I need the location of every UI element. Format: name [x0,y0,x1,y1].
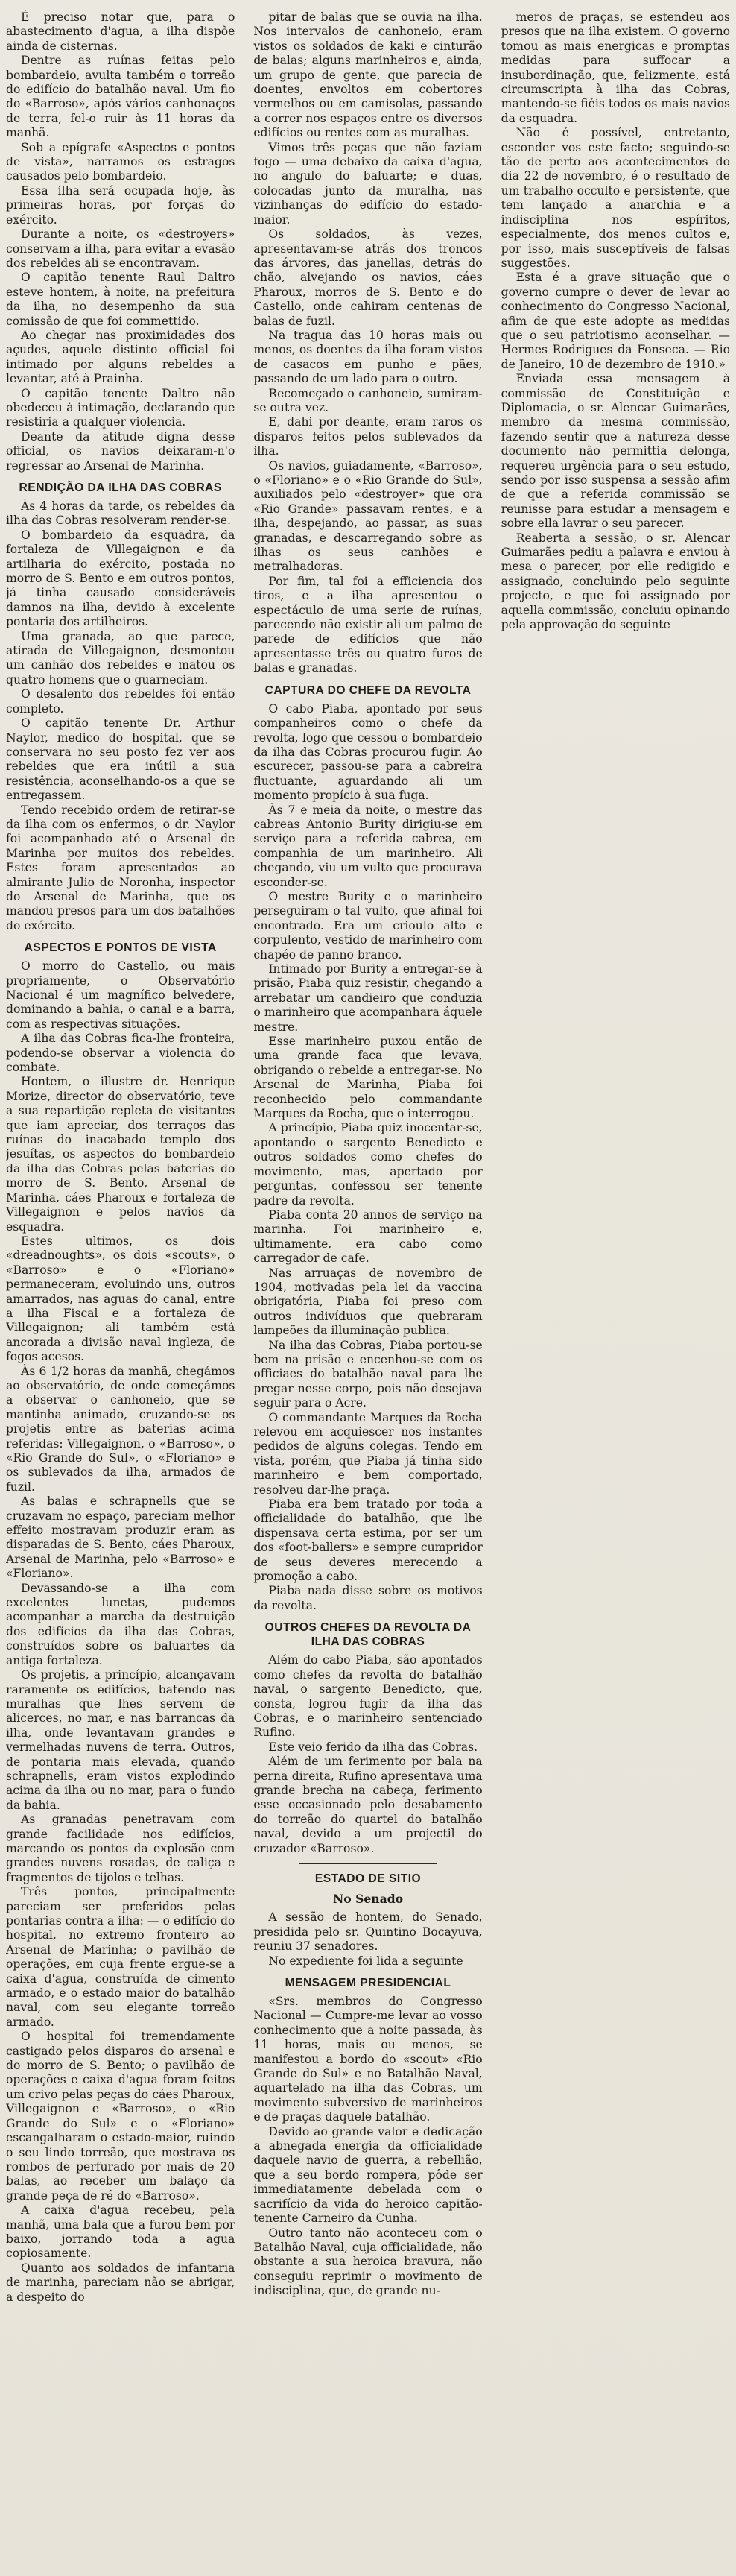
paragraph: Nas arruaças de novembro de 1904, motivadas pela lei da vaccina obrigatória, Piaba foi preso com outros indivíduos que quebraram lampeões da illuminação publica. [253,1266,483,1338]
paragraph: Dentre as ruínas feitas pelo bombardeio, avulta também o torreão do edifício do batalhão naval. Um fio do «Barroso», após vários canhonaços de terra, fel-o ruir às 11 horas da manhã. [6,54,235,140]
paragraph: E, dahi por deante, eram raros os disparos feitos pelos sublevados da ilha. [253,415,483,458]
paragraph: Estes ultimos, os dois «dreadnoughts», os dois «scouts», o «Barroso» e o «Floriano» permaneceram, evoluindo uns, outros amarrados, nas aguas do canal, entre a ilha Fiscal e a fortaleza de Villegaignon; ali também está ancorada a divisão naval ingleza, de fogos acesos. [6,1234,235,1364]
paragraph: Esse marinheiro puxou então de uma grande faca que levava, obrigando o rebelde a entregar-se. No Arsenal de Marinha, Piaba foi reconhecido pelo commandante Marques da Rocha, que o interrogou. [253,1035,483,1121]
paragraph: As granadas penetravam com grande facilidade nos edifícios, marcando os pontos da explosão com grandes nuvens rosadas, de caliça e fragmentos de tijolos e telhas. [6,1813,235,1884]
paragraph: A ilha das Cobras fica-lhe fronteira, podendo-se observar a violencia do combate. [6,1032,235,1075]
paragraph: Na tragua das 10 horas mais ou menos, os doentes da ilha foram vistos de casacos em punho e pães, passando de um lado para o outro. [253,328,483,386]
section-heading: OUTROS CHEFES DA REVOLTA DA ILHA DAS COBRAS [264,1621,472,1649]
paragraph: Hontem, o illustre dr. Henrique Morize, director do observatório, teve a sua repartição repleta de visitantes que iam apreciar, dos terraços das ruínas do inacabado templo dos jesuítas, os aspectos do bombardeio da ilha das Cobras pelas baterias do morro de S. Bento, Arsenal de Marinha, cáes Pharoux e fortaleza de Villegaignon e pelos navios da esquadra. [6,1075,235,1234]
paragraph: Durante a noite, os «destroyers» conservam a ilha, para evitar a evasão dos rebeldes ali se encontravam. [6,227,235,270]
paragraph: Às 7 e meia da noite, o mestre das cabreas Antonio Burity dirigiu-se em serviço para a referida cabrea, em companhia de um marinheiro. Ali chegando, viu um vulto que procurava esconder-se. [253,803,483,889]
paragraph: Reaberta a sessão, o sr. Alencar Guimarães pediu a palavra e enviou à mesa o parecer, por elle redigido e assignado, concluindo pelo seguinte projecto, e que foi assignado por aquella commissão, concluiu opinando pela approvação do seguinte [501,531,731,632]
paragraph: No expediente foi lida a seguinte [268,1954,463,1968]
paragraph: O morro do Castello, ou mais propriamente, o Observatório Nacional é um magnífico belvedere, dominando a bahia, o canal e a barra, com as respectivas situações. [6,959,235,1031]
paragraph: Quanto aos soldados de infantaria de marinha, pareciam não se abrigar, a despeito do [6,2261,235,2304]
paragraph: «Srs. membros do Congresso Nacional — Cumpre-me levar ao vosso conhecimento que a noite passada, às 11 horas, mais ou menos, se manifestou a bordo do «scout» «Rio Grande do Sul» e no Batalhão Naval, aquartelado na ilha das Cobras, um movimento subversivo de marinheiros e de praças daquele batalhão. [253,1995,483,2124]
section-heading: ESTADO DE SITIO [314,1872,422,1885]
column-1 [6,10,235,2576]
paragraph: Piaba conta 20 annos de serviço na marinha. Foi marinheiro e, ultimamente, era cabo como carregador de cafe. [253,1208,483,1266]
paragraph: meros de praças, se estendeu aos presos que na ilha existem. O governo tomou as mais energicas e promptas medidas para suffocar a insubordinação, que, felizmente, está circumscripta à ilha das Cobras, mantendo-se fiéis todos os mais navios da esquadra. [501,10,731,125]
paragraph: Na ilha das Cobras, Piaba portou-se bem na prisão e encenhou-se com os officiaes do batalhão naval para lhe pregar nesse corpo, pois não desejava seguir para o Acre. [253,1338,483,1410]
paragraph: O hospital foi tremendamente castigado pelos disparos do arsenal e do morro de S. Bento; o pavilhão de operações e caixa d'agua foram feitos um crivo pelas peças do cáes Pharoux, Villegaignon e «Barroso», o «Rio Grande do Sul» e o «Floriano» escangalharam o estado-maior, ruindo o seu lindo torreão, que mostrava os rombos de perfurado por mais de 20 balas, ao receber um balaço da grande peça de ré do «Barroso». [6,2030,235,2203]
column-2 [253,10,482,2576]
paragraph: Recomeçado o canhoneio, sumiram-se outra vez. [253,386,483,414]
paragraph: Os soldados, às vezes, apresentavam-se atrás dos troncos das árvores, das janellas, detrás do chão, alvejando os navios, cáes Pharoux, morros de S. Bento e do Castello, onde cahiram centenas de balas de fuzil. [253,227,483,328]
section-heading: RENDIÇÃO DA ILHA DAS COBRAS [19,482,222,494]
paragraph: O mestre Burity e o marinheiro perseguiram o tal vulto, que afinal foi encontrado. Era um crioulo alto e corpulento, vestido de marinheiro com chapéo de panno branco. [253,889,483,962]
paragraph: Esta é a grave situação que o governo cumpre o dever de levar ao conhecimento do Congresso Nacional, afim de que este adopte as medidas que o seu patriotismo aconselhar. — Hermes Rodrigues da Fonseca. — Rio de Janeiro, 10 de dezembro de 1910.» [501,271,731,371]
paragraph: Devido ao grande valor e dedicação a abnegada energia da officialidade daquele navio de guerra, a rebellião, que a seu bordo rompera, pôde ser immediatamente debelada com o sacrifício da vida do heroico capitão-tenente Carneiro da Cunha. [253,2124,483,2226]
paragraph: Por fim, tal foi a efficiencia dos tiros, e a ilha apresentou o espectáculo de uma serie de ruínas, parecendo não existir ali um palmo de parede de edifícios que não apresentasse três ou quatro furos de balas e granadas. [253,574,483,675]
paragraph: Além do cabo Piaba, são apontados como chefes da revolta do batalhão naval, o sargento Benedicto, que, consta, logrou fugir da ilha das Cobras, e o marinheiro sentenciado Rufino. [253,1653,483,1740]
paragraph: O commandante Marques da Rocha relevou em acquiescer nos instantes pedidos de alguns colegas. Tendo em vista, porém, que Piaba já tinha sido marinheiro e bem comportado, resolveu dar-lhe praça. [253,1410,483,1497]
paragraph: Os navios, guiadamente, «Barroso», o «Floriano» e o «Rio Grande do Sul», auxiliados pelo «destroyer» que ora «Rio Grande» passavam rentes, e a ilha, despejando, ao passar, as suas granadas, e descarregando sobre as ilhas os seus canhões e metralhadoras. [253,458,483,574]
paragraph: pitar de balas que se ouvia na ilha. Nos intervalos de canhoneio, eram vistos os soldados de kaki e cinturão de balas; alguns marinheiros e, ainda, um grupo de gente, que parecia de doentes, envoltos em cobertores vermelhos ou em camisolas, passando a correr nos espaços entre os diversos edifícios ou rentes com as muralhas. [253,10,483,140]
subsection-heading: No Senado [333,1891,404,1906]
paragraph: Além de um ferimento por bala na perna direita, Rufino apresentava uma grande brecha na cabeça, ferimento esse occasionado pelo desabamento do torreão do quartel do batalhão naval, devido a um projectil do cruzador «Barroso». [253,1755,483,1855]
column-3 [501,10,730,2576]
paragraph: O capitão tenente Daltro não obedeceu à intimação, declarando que resistiria a qualquer violencia. [6,386,235,429]
paragraph: É preciso notar que, para o abastecimento d'agua, a ilha dispõe ainda de cisternas. [6,10,235,53]
paragraph: A caixa d'agua recebeu, pela manhã, uma bala que a furou bem por baixo, jorrando toda a agua copiosamente. [6,2203,235,2261]
paragraph: Três pontos, principalmente pareciam ser preferidos pelas pontarias contra a ilha: — o edifício do hospital, no extremo fronteiro ao Arsenal de Marinha; o pavilhão de operações, em cuja frente ergue-se a caixa d'agua, construída de cimento armado, e o estado maior do batalhão naval, com seu elegante torreão armado. [6,1885,235,2029]
divider-rule [299,1863,437,1864]
paragraph: Intimado por Burity a entregar-se à prisão, Piaba quiz resistir, chegando a arrebatar um candieiro que conduzia o marinheiro que acompanhara áquele mestre. [253,962,483,1034]
paragraph: Devassando-se a ilha com excelentes lunetas, pudemos acompanhar a marcha da destruição dos edifícios da ilha das Cobras, construídos sobre os baluartes da antiga fortaleza. [6,1581,235,1667]
section-heading: CAPTURA DO CHEFE DA REVOLTA [264,684,472,697]
paragraph: Sob a epígrafe «Aspectos e pontos de vista», narramos os estragos causados pelo bombardeio. [6,140,235,183]
paragraph: As balas e schrapnells que se cruzavam no espaço, pareciam melhor effeito mostravam produzir eram as disparadas de S. Bento, cáes Pharoux, Arsenal de Marinha, pelo «Barroso» e «Floriano». [6,1494,235,1581]
paragraph: Os projetis, a princípio, alcançavam raramente os edifícios, batendo nas muralhas que lhes servem de alicerces, no mar, e nas barrancas da ilha, onde levantavam grandes e vermelhadas nuvens de terra. Outros, de pontaria mais elevada, quando schrapnells, eram vistos explodindo acima da ilha ou no mar, para o fundo da bahia. [6,1668,235,1812]
paragraph: Ao chegar nas proximidades dos açudes, aquele distinto official foi intimado por alguns rebeldes a levantar, até à Prainha. [6,328,235,386]
columns [6,10,730,2576]
paragraph: Às 6 1/2 horas da manhã, chegámos ao observatório, de onde começámos a observar o canhoneio, que se mantinha animado, cruzando-se os projetis entre as baterias acima referidas: Villegaignon, o «Barroso», o «Rio Grande do Sul», o «Floriano» e os sublevados da ilha, armados de fuzil. [6,1364,235,1494]
paragraph: Deante da atitude digna desse official, os navios deixaram-n'o regressar ao Arsenal de Marinha. [6,429,235,473]
paragraph: Às 4 horas da tarde, os rebeldes da ilha das Cobras resolveram render-se. [6,499,235,528]
paragraph: O capitão tenente Dr. Arthur Naylor, medico do hospital, que se conservara no seu posto fez ver aos rebeldes que era inútil a sua resistência, aconselhando-os a que se entregassem. [6,716,235,803]
paragraph: O capitão tenente Raul Daltro esteve hontem, à noite, na prefeitura da ilha, no desempenho da sua comissão de que foi commettido. [6,271,235,328]
paragraph: A sessão de hontem, do Senado, presidida pelo sr. Quintino Bocayuva, reuniu 37 senadores. [253,1910,483,1954]
paragraph: O desalento dos rebeldes foi então completo. [6,687,235,716]
paragraph: Uma granada, ao que parece, atirada de Villegaignon, desmontou um canhão dos rebeldes e matou os quatro homens que o guarneciam. [6,629,235,686]
paragraph: A princípio, Piaba quiz inocentar-se, apontando o sargento Benedicto e outros soldados como chefes do movimento, mas, apertado por perguntas, confessou ser tenente padre da revolta. [253,1121,483,1208]
paragraph: O bombardeio da esquadra, da fortaleza de Villegaignon e da artilharia do exército, postada no morro de S. Bento e em outros pontos, já tinha causado consideráveis damnos na ilha, devido à excelente pontaria dos artilheiros. [6,528,235,629]
paragraph: O cabo Piaba, apontado por seus companheiros como o chefe da revolta, logo que cessou o bombardeio da ilha das Cobras procurou fugir. Ao escurecer, passou-se para a cabreira fluctuante, aguardando ali um momento propício à sua fuga. [253,701,483,803]
section-heading: MENSAGEM PRESIDENCIAL [285,1977,451,1989]
paragraph: Tendo recebido ordem de retirar-se da ilha com os enfermos, o dr. Naylor foi acompanhado até o Arsenal de Marinha por muitos dos rebeldes. Estes foram apresentados ao almirante Julio de Noronha, inspector do Arsenal de Marinha, que os mandou presos para um dos batalhões do exército. [6,803,235,932]
paragraph: Piaba era bem tratado por toda a officialidade do batalhão, que lhe dispensava certa estima, por ser um dos «foot-ballers» e sempre cumpridor de seus deveres merecendo a promoção a cabo. [253,1497,483,1584]
paragraph: Não é possível, entretanto, esconder vos este facto; seguindo-se tão de perto aos acontecimentos do dia 22 de novembro, é o resultado de um trabalho occulto e persistente, que tem lançado a anarchia e a indisciplina nos espíritos, especialmente, dos menos cultos e, por isso, mais susceptíveis de falsas suggestões. [501,126,731,270]
section-heading: ASPECTOS E PONTOS DE VISTA [24,941,217,955]
paragraph: Outro tanto não aconteceu com o Batalhão Naval, cuja officialidade, não obstante a sua heroica bravura, não conseguiu reprimir o movimento de indisciplina, que, de grande nu- [253,2226,483,2298]
paragraph: Vimos três peças que não faziam fogo — uma debaixo da caixa d'agua, no angulo do baluarte; e duas, colocadas junto da muralha, nas vizinhanças do edifício do estado-maior. [253,140,483,227]
paragraph: Essa ilha será ocupada hoje, às primeiras horas, por forças do exército. [6,183,235,227]
paragraph: Piaba nada disse sobre os motivos da revolta. [253,1584,483,1612]
paragraph: Enviada essa mensagem à commissão de Constituição e Diplomacia, o sr. Alencar Guimarães, membro da mesma commissão, fazendo sentir que a natureza desse documento não permittia delonga, requereu urgência para o seu estudo, sendo por isso suspensa a sessão afim de que a referida commissão se reunisse para estudar a mensagem e sobre ella lavrar o seu parecer. [501,372,731,531]
paragraph: Este veio ferido da ilha das Cobras. [268,1740,478,1754]
